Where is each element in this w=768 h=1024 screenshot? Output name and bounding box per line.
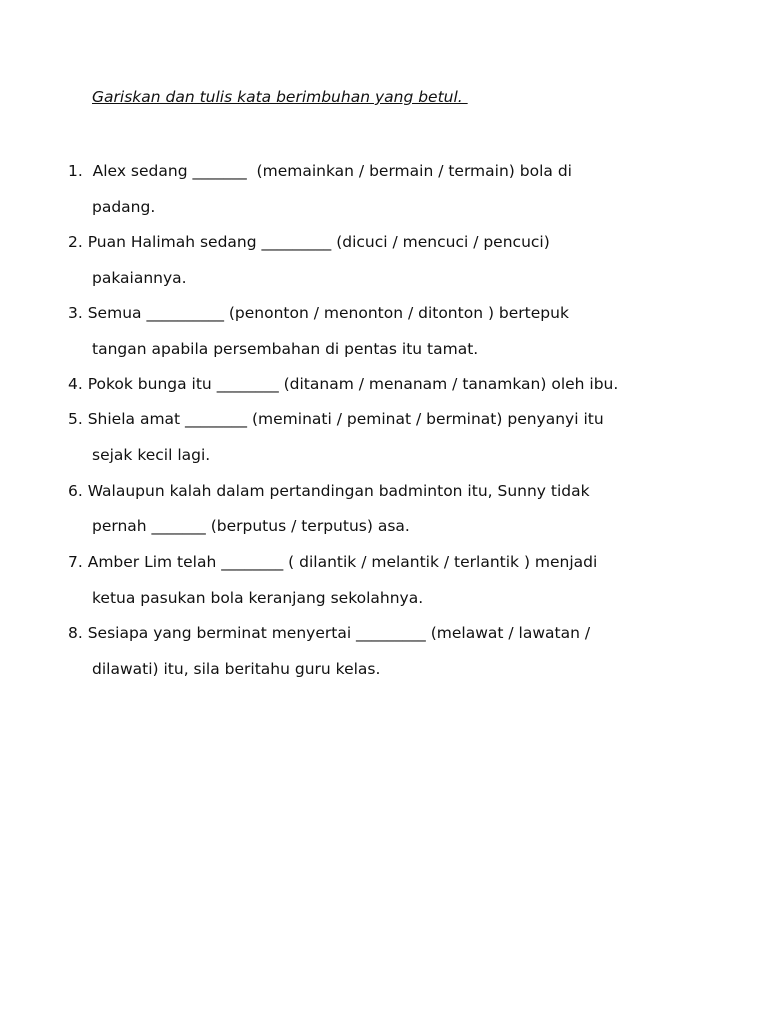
question-7-line-1: 7. Amber Lim telah ________ ( dilantik / melantik / terlantik ) menjadi (68, 553, 598, 571)
instruction-heading: Gariskan dan tulis kata berimbuhan yang betul. (92, 88, 468, 106)
question-4-line-1: 4. Pokok bunga itu ________ (ditanam / menanam / tanamkan) oleh ibu. (68, 375, 619, 393)
question-8-line-2: dilawati) itu, sila beritahu guru kelas. (92, 660, 381, 678)
question-1-line-1: 1. Alex sedang _______ (memainkan / bermain / termain) bola di (68, 162, 572, 180)
question-3-line-2: tangan apabila persembahan di pentas itu tamat. (92, 340, 479, 358)
question-5-line-1: 5. Shiela amat ________ (meminati / peminat / berminat) penyanyi itu (68, 410, 604, 428)
question-6-line-2: pernah _______ (berputus / terputus) asa. (92, 517, 410, 535)
question-1-line-2: padang. (92, 198, 156, 216)
question-2-line-1: 2. Puan Halimah sedang _________ (dicuci / mencuci / pencuci) (68, 233, 550, 251)
question-8-line-1: 8. Sesiapa yang berminat menyertai _________ (melawat / lawatan / (68, 624, 591, 642)
question-6-line-1: 6. Walaupun kalah dalam pertandingan badminton itu, Sunny tidak (68, 482, 590, 500)
question-3-line-1: 3. Semua __________ (penonton / menonton / ditonton ) bertepuk (68, 304, 569, 322)
question-5-line-2: sejak kecil lagi. (92, 446, 211, 464)
question-7-line-2: ketua pasukan bola keranjang sekolahnya. (92, 589, 424, 607)
question-2-line-2: pakaiannya. (92, 269, 187, 287)
